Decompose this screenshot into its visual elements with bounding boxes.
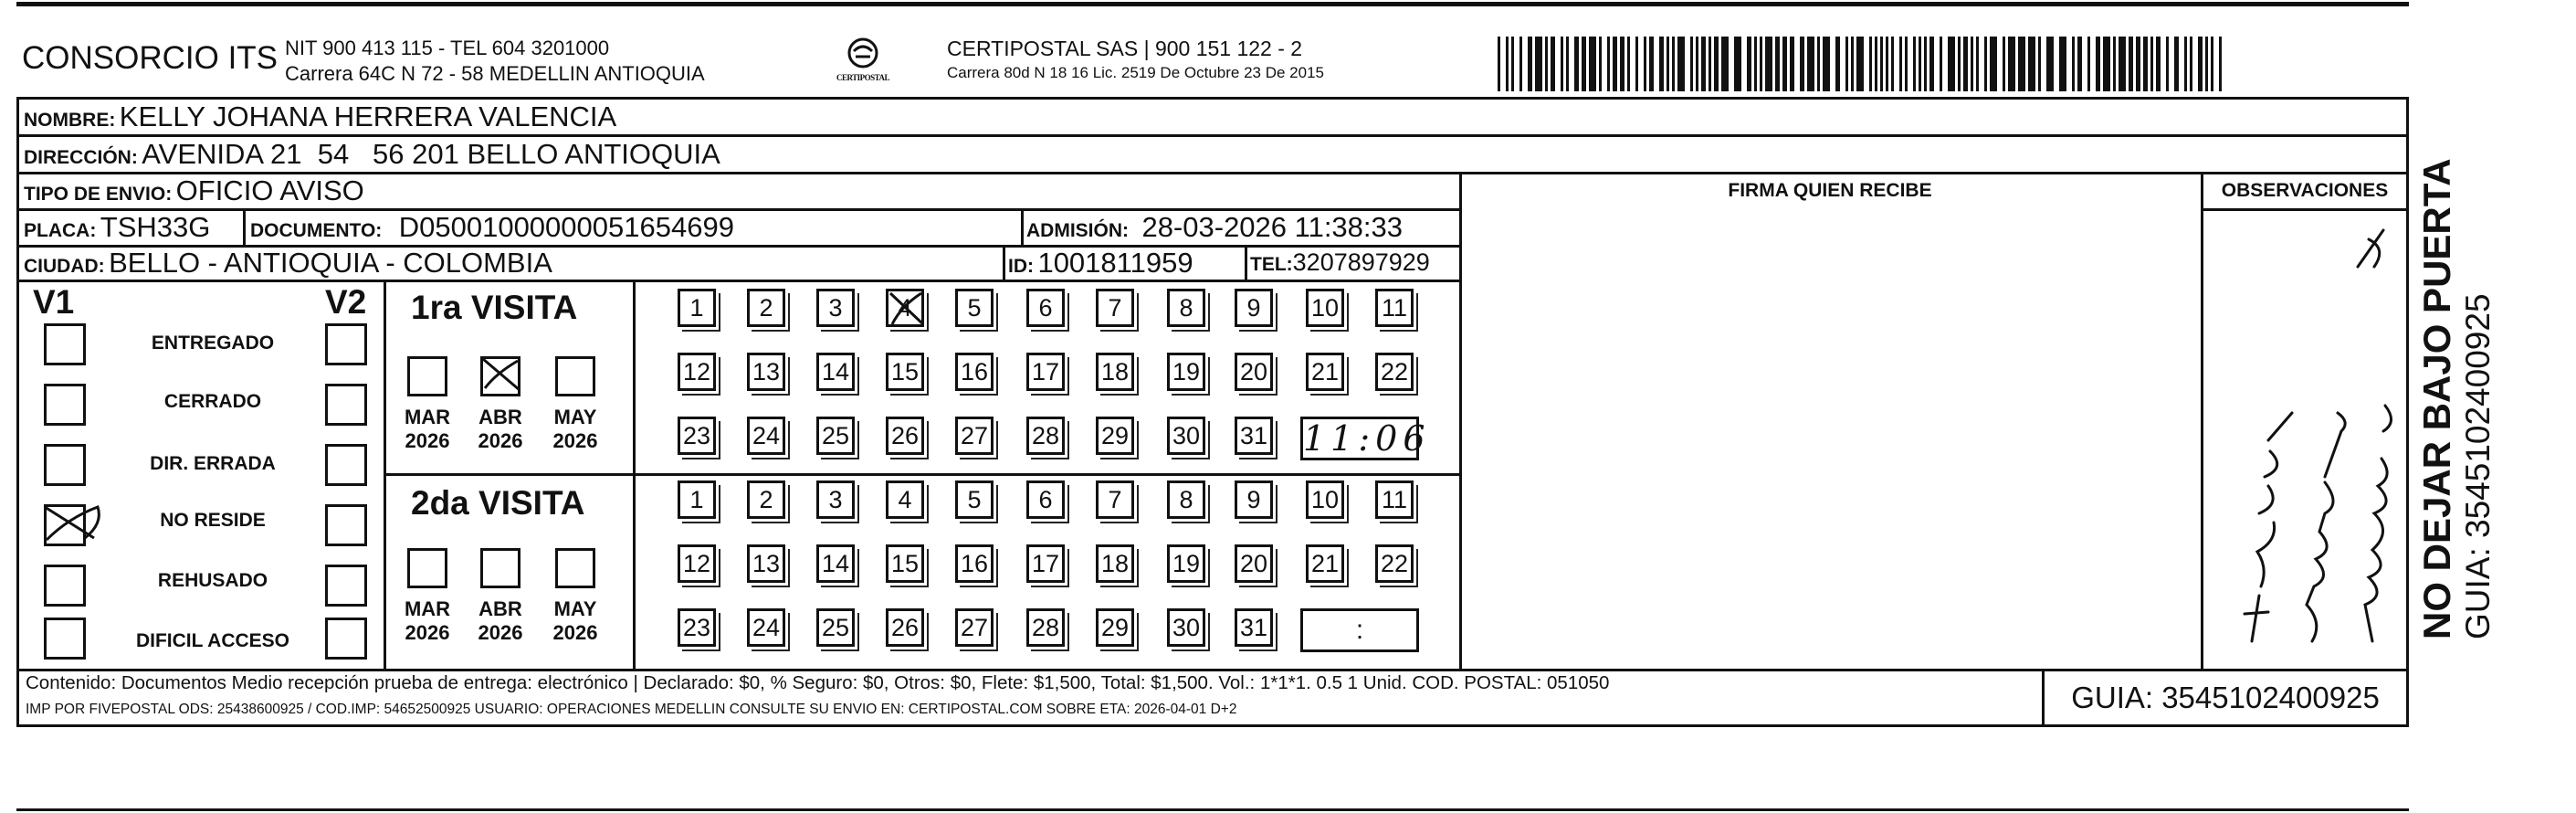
visit2-day-26[interactable]: 26	[886, 608, 924, 647]
v1-checkbox-no-reside[interactable]	[44, 504, 86, 546]
id-label: ID:	[1008, 256, 1034, 277]
visit1-day-1[interactable]: 1	[678, 289, 716, 327]
signature-header: FIRMA QUIEN RECIBE	[1728, 180, 1932, 201]
visit1-day-21[interactable]: 21	[1306, 353, 1344, 391]
carrier-address: Carrera 80d N 18 16 Lic. 2519 De Octubre 23 De 2015	[947, 64, 1324, 81]
visit2-title: 2da VISITA	[411, 484, 585, 522]
admission-field	[1026, 211, 1403, 244]
visit1-day-4[interactable]	[886, 289, 924, 327]
city-value: BELLO - ANTIOQUIA - COLOMBIA	[109, 247, 552, 279]
visit1-month-mar: MAR 2026	[404, 406, 451, 452]
barcode	[1498, 37, 2228, 91]
status-option-no-reside: NO RESIDE	[160, 510, 266, 531]
visit1-day-26[interactable]: 26	[886, 417, 924, 455]
city-label: CIUDAD:	[24, 256, 105, 277]
visit2-day-5[interactable]: 5	[955, 480, 994, 519]
visit2-day-6[interactable]: 6	[1026, 480, 1065, 519]
status-option-rehusado: REHUSADO	[157, 570, 268, 591]
visit1-day-20[interactable]: 20	[1235, 353, 1273, 391]
visit1-day-2[interactable]: 2	[747, 289, 785, 327]
visit2-day-17[interactable]: 17	[1026, 544, 1065, 583]
visit1-day-12[interactable]: 12	[678, 353, 716, 391]
visit1-day-16[interactable]: 16	[955, 353, 994, 391]
row-divider	[16, 669, 2409, 671]
visit2-day-31[interactable]: 31	[1235, 608, 1273, 647]
visit1-day-10[interactable]: 10	[1306, 289, 1344, 327]
document-label: DOCUMENTO:	[250, 220, 383, 241]
visit-divider	[384, 473, 1459, 476]
type-label: TIPO DE ENVIO:	[24, 184, 173, 205]
visit2-day-4[interactable]: 4	[886, 480, 924, 519]
document-value: D05001000000051654699	[398, 211, 734, 243]
visit1-day-14[interactable]: 14	[816, 353, 855, 391]
certipostal-logo	[826, 35, 899, 90]
visit2-day-18[interactable]: 18	[1096, 544, 1134, 583]
v2-checkbox-dir-errada[interactable]	[325, 444, 367, 486]
visit2-month-abr: ABR 2026	[478, 597, 523, 644]
v2-checkbox-no-reside[interactable]	[325, 504, 367, 546]
carrier-info: CERTIPOSTAL SAS | 900 151 122 - 2	[947, 37, 1303, 60]
visit2-day-12[interactable]: 12	[678, 544, 716, 583]
footer-guide: GUIA: 3545102400925	[2071, 681, 2380, 714]
checkmark-x-icon	[41, 502, 105, 547]
visit1-day-label: 4	[898, 294, 912, 322]
plate-value: TSH33G	[100, 211, 211, 243]
company-name: CONSORCIO ITS	[22, 40, 279, 76]
v1-checkbox-cerrado[interactable]	[44, 384, 86, 426]
visit1-day-18[interactable]: 18	[1096, 353, 1134, 391]
visit2-day-30[interactable]: 30	[1167, 608, 1205, 647]
visit1-title: 1ra VISITA	[411, 289, 578, 326]
v2-checkbox-entregado[interactable]	[325, 323, 367, 365]
visit2-time: :	[1355, 615, 1364, 645]
visit2-day-27[interactable]: 27	[955, 608, 994, 647]
v2-checkbox-dificil-acceso[interactable]	[325, 618, 367, 660]
status-option-dificil-acceso: DIFICIL ACCESO	[135, 630, 289, 651]
v1-checkbox-rehusado[interactable]	[44, 565, 86, 607]
visit1-time-box[interactable]	[1300, 417, 1431, 460]
name-row	[24, 100, 616, 133]
tel-label: TEL:	[1250, 254, 1293, 275]
visit2-month-may: MAY 2026	[552, 597, 598, 644]
visit2-day-14[interactable]: 14	[816, 544, 855, 583]
status-option-dir-errada: DIR. ERRADA	[150, 453, 276, 474]
visit2-day-25[interactable]: 25	[816, 608, 855, 647]
row-divider	[16, 280, 1459, 282]
visit2-day-21[interactable]: 21	[1306, 544, 1344, 583]
visit1-day-19[interactable]: 19	[1167, 353, 1205, 391]
visit1-day-7[interactable]: 7	[1096, 289, 1134, 327]
col-divider	[1021, 208, 1024, 245]
visit1-day-27[interactable]: 27	[955, 417, 994, 455]
row-divider	[16, 134, 2409, 137]
observations-header: OBSERVACIONES	[2221, 180, 2389, 201]
v2-checkbox-rehusado[interactable]	[325, 565, 367, 607]
v1-checkbox-dificil-acceso[interactable]	[44, 618, 86, 660]
plate-label: PLACA:	[24, 220, 97, 241]
visit2-time-box[interactable]	[1300, 608, 1419, 652]
row-divider	[16, 172, 2409, 174]
company-nit: NIT 900 413 115 - TEL 604 3201000	[285, 37, 610, 59]
v2-checkbox-cerrado[interactable]	[325, 384, 367, 426]
visit2-day-20[interactable]: 20	[1235, 544, 1273, 583]
id-field	[1008, 247, 1193, 280]
visit1-day-29[interactable]: 29	[1096, 417, 1134, 455]
visit1-day-15[interactable]: 15	[886, 353, 924, 391]
visit2-day-10[interactable]: 10	[1306, 480, 1344, 519]
footer-print-info: IMP POR FIVEPOSTAL ODS: 25438600925 / COD.IMP: 54652500925 USUARIO: OPERACIONES MEDELLIN CONSULTE SU ENVIO EN: CERTIPOSTAL.COM SOBRE ETA: 2026-04-01 D+2	[26, 702, 1237, 717]
visit1-day-24[interactable]: 24	[747, 417, 785, 455]
document-field	[250, 211, 734, 244]
address-row	[24, 138, 720, 171]
side-title: NO DEJAR BAJO PUERTA	[2415, 158, 2458, 639]
company-address: Carrera 64C N 72 - 58 MEDELLIN ANTIOQUIA	[285, 62, 705, 85]
visit2-month-mar: MAR 2026	[404, 597, 451, 644]
side-warning	[2415, 91, 2497, 639]
v1-checkbox-dir-errada[interactable]	[44, 444, 86, 486]
row-divider	[2201, 208, 2409, 211]
col-divider	[1003, 245, 1005, 280]
visit1-time: 11:06	[1303, 418, 1431, 459]
signature-area[interactable]	[1465, 212, 2195, 665]
visit1-day-25[interactable]: 25	[816, 417, 855, 455]
footer-content: Contenido: Documentos Medio recepción prueba de entrega: electrónico | Declarado: $0, % Seguro: $0, Otros: $0, Flete: $1,500, Total: $1,500. Vol.: 1*1*1. 0.5 1 Unid. COD. POSTAL: 051050	[26, 672, 1610, 693]
v1-checkbox-entregado[interactable]	[44, 323, 86, 365]
col-divider	[1459, 172, 1462, 669]
col-divider	[2201, 172, 2203, 669]
visit1-day-8[interactable]: 8	[1167, 289, 1205, 327]
visit2-month-mar-checkbox[interactable]	[407, 548, 447, 588]
plate-field	[24, 211, 210, 244]
visit2-day-28[interactable]: 28	[1026, 608, 1065, 647]
visit1-day-31[interactable]: 31	[1235, 417, 1273, 455]
top-rule	[16, 2, 2409, 6]
visit2-day-23[interactable]: 23	[678, 608, 716, 647]
id-value: 1001811959	[1037, 247, 1193, 279]
visit2-day-15[interactable]: 15	[886, 544, 924, 583]
visit2-day-8[interactable]: 8	[1167, 480, 1205, 519]
visit1-month-may: MAY 2026	[552, 406, 598, 452]
tel-field	[1250, 248, 1430, 277]
visit1-month-mar-checkbox[interactable]	[407, 356, 447, 396]
status-option-entregado: ENTREGADO	[151, 333, 275, 354]
city-row	[24, 247, 552, 280]
col-divider	[1245, 245, 1247, 280]
visit2-day-24[interactable]: 24	[747, 608, 785, 647]
admission-label: ADMISIÓN:	[1026, 220, 1129, 241]
checkmark-x-icon	[478, 355, 532, 396]
visit2-day-22[interactable]: 22	[1375, 544, 1414, 583]
visit2-month-may-checkbox[interactable]	[555, 548, 595, 588]
recipient-address: AVENIDA 21 54 56 201 BELLO ANTIOQUIA	[142, 138, 720, 170]
visit1-day-23[interactable]: 23	[678, 417, 716, 455]
visit2-day-9[interactable]: 9	[1235, 480, 1273, 519]
checkmark-x-icon	[885, 288, 931, 330]
visit1-day-11[interactable]: 11	[1375, 289, 1414, 327]
col-divider	[243, 208, 246, 245]
visit1-month-abr: ABR 2026	[478, 406, 523, 452]
visit2-day-7[interactable]: 7	[1096, 480, 1134, 519]
address-label: DIRECCIÓN:	[24, 147, 138, 168]
visit1-day-5[interactable]: 5	[955, 289, 994, 327]
visit2-day-16[interactable]: 16	[955, 544, 994, 583]
visit1-day-22[interactable]: 22	[1375, 353, 1414, 391]
visit1-day-3[interactable]: 3	[816, 289, 855, 327]
visit2-day-29[interactable]: 29	[1096, 608, 1134, 647]
visit2-day-3[interactable]: 3	[816, 480, 855, 519]
name-label: NOMBRE:	[24, 110, 116, 131]
visit2-day-13[interactable]: 13	[747, 544, 785, 583]
v2-label: V2	[325, 283, 367, 321]
visit2-day-11[interactable]: 11	[1375, 480, 1414, 519]
visit2-month-abr-checkbox[interactable]	[480, 548, 520, 588]
visit1-day-28[interactable]: 28	[1026, 417, 1065, 455]
observations-handwriting	[2204, 212, 2407, 665]
visit2-day-1[interactable]: 1	[678, 480, 716, 519]
status-option-cerrado: CERRADO	[163, 391, 262, 412]
side-guide: GUIA: 3545102400925	[2459, 293, 2497, 639]
visit1-day-13[interactable]: 13	[747, 353, 785, 391]
admission-value: 28-03-2026 11:38:33	[1141, 211, 1404, 243]
visit1-month-abr-checkbox[interactable]	[480, 356, 520, 396]
bottom-rule	[16, 808, 2409, 811]
visit1-day-17[interactable]: 17	[1026, 353, 1065, 391]
tel-value: 3207897929	[1292, 248, 1430, 276]
visit1-day-9[interactable]: 9	[1235, 289, 1273, 327]
type-row	[24, 174, 364, 207]
shipment-type: OFICIO AVISO	[175, 174, 364, 206]
visit1-day-6[interactable]: 6	[1026, 289, 1065, 327]
v1-label: V1	[33, 283, 75, 321]
logo-text: CERTIPOSTAL	[836, 73, 890, 82]
visit1-day-30[interactable]: 30	[1167, 417, 1205, 455]
visit2-day-19[interactable]: 19	[1167, 544, 1205, 583]
visit1-month-may-checkbox[interactable]	[555, 356, 595, 396]
recipient-name: KELLY JOHANA HERRERA VALENCIA	[119, 100, 617, 132]
visit2-day-2[interactable]: 2	[747, 480, 785, 519]
